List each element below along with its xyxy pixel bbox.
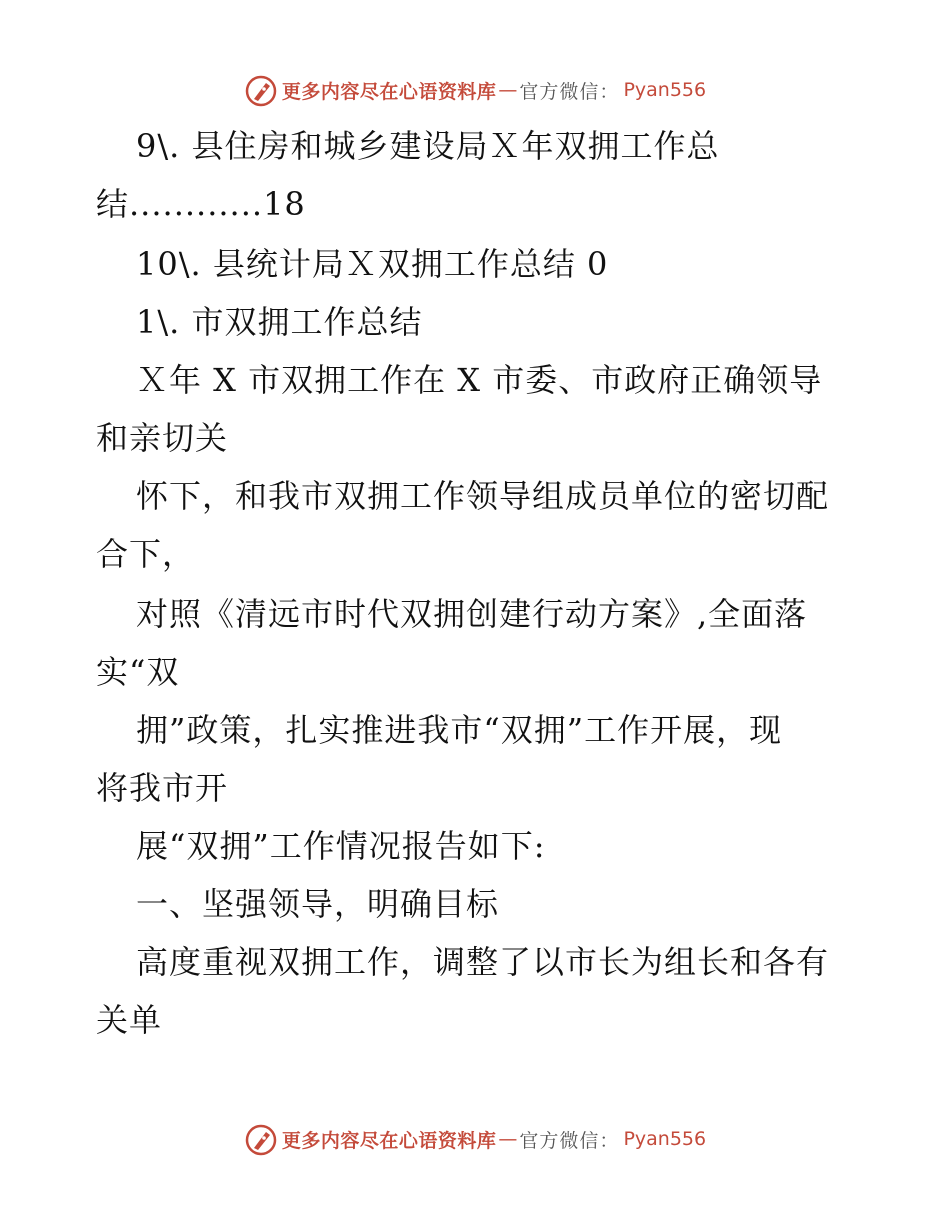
watermark-official-label: 官方微信：: [519, 1129, 620, 1152]
paragraph-line: 将我市开: [96, 769, 229, 807]
paragraph-line: 展“双拥”工作情况报告如下:: [136, 827, 546, 865]
paragraph-line: 关单: [96, 1001, 163, 1039]
footer-watermark: [0, 1119, 950, 1159]
paragraph-line: 对照《清远市时代双拥创建行动方案》,全面落: [136, 595, 808, 633]
paragraph-line: 合下，: [96, 535, 196, 573]
paragraph-line: 拥”政策，扎实推进我市“双拥”工作开展，现: [136, 711, 783, 749]
section-heading: 1\. 市双拥工作总结: [136, 303, 423, 341]
pen-nib-logo-icon: [244, 73, 278, 107]
watermark-separator: —: [498, 1128, 518, 1150]
pen-nib-logo-icon: [244, 1122, 278, 1156]
watermark-official-label: 官方微信：: [519, 80, 620, 103]
watermark-brand: 更多内容尽在心语资料库: [281, 1129, 497, 1152]
watermark-account: Pyan556: [623, 79, 707, 101]
paragraph-line: 高度重视双拥工作，调整了以市长为组长和各有: [136, 943, 830, 981]
toc-entry-continuation: 结............18: [96, 185, 306, 223]
header-watermark: [0, 70, 950, 110]
toc-entry: 9\. 县住房和城乡建设局Ｘ年双拥工作总: [136, 127, 720, 165]
watermark-separator: —: [498, 79, 518, 101]
toc-entry: 10\. 县统计局Ｘ双拥工作总结 0: [136, 245, 609, 283]
watermark-account: Pyan556: [623, 1128, 707, 1150]
section-heading: 一、坚强领导，明确目标: [136, 885, 500, 923]
paragraph-line: 实“双: [96, 653, 180, 691]
paragraph-line: Ｘ年 X 市双拥工作在 X 市委、市政府正确领导: [136, 361, 823, 399]
paragraph-line: 和亲切关: [96, 419, 229, 457]
watermark-brand: 更多内容尽在心语资料库: [281, 80, 497, 103]
paragraph-line: 怀下，和我市双拥工作领导组成员单位的密切配: [136, 477, 830, 515]
